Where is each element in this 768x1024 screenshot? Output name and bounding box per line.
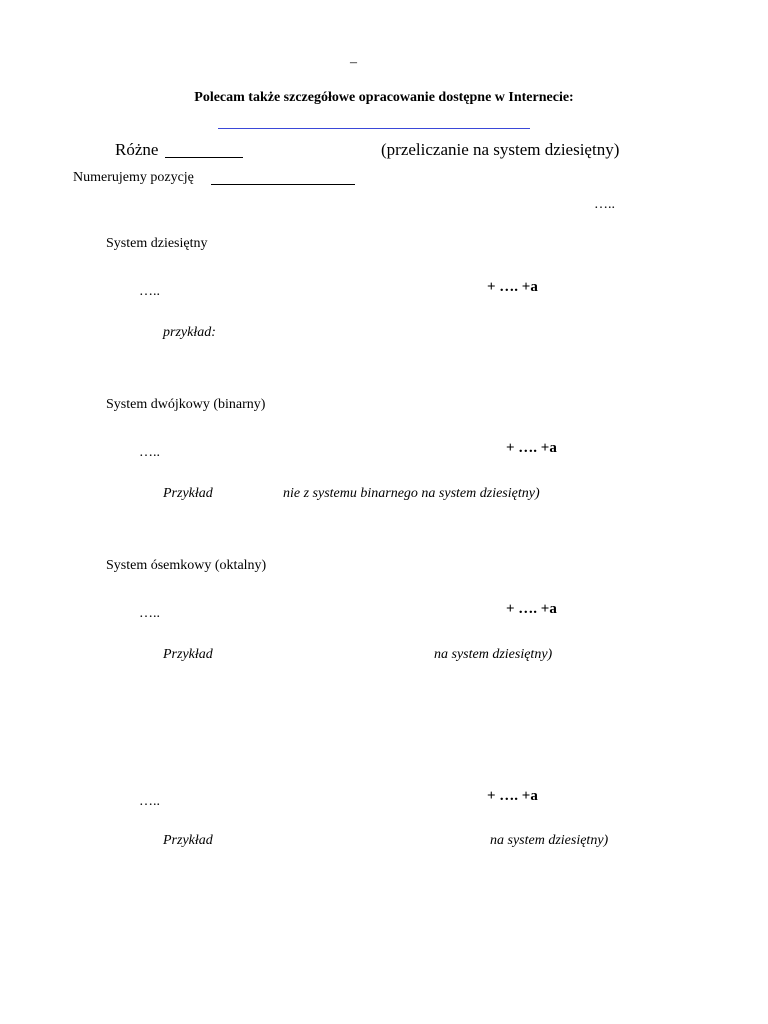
rozne-label: Różne [115,140,159,159]
title-dash: – [350,55,357,70]
fourth-ellipsis: ….. [139,794,160,809]
conversion-subtitle: (przeliczanie na system dziesiętny) [381,140,620,159]
decimal-ellipsis: ….. [139,284,160,299]
numbering-blank-line [211,184,355,185]
fourth-formula: + …. +a [487,788,538,804]
binary-ellipsis: ….. [139,445,160,460]
fourth-example-text: na system dziesiętny) [490,833,609,848]
decimal-example-label: przykład: [163,325,216,340]
recommendation-heading: Polecam także szczegółowe opracowanie dostępne w Internecie: [194,90,574,105]
binary-example-text: nie z systemu binarnego na system dziesiętny) [283,486,540,501]
octal-example-text: na system dziesiętny) [434,647,553,662]
fourth-example-label: Przykład [163,833,213,848]
decimal-formula: + …. +a [487,279,538,295]
header-ellipsis: ….. [594,197,615,212]
numbering-label: Numerujemy pozycję [73,170,194,185]
section-title-decimal: System dziesiętny [106,236,208,251]
binary-example-label: Przykład [163,486,213,501]
section-title-binary: System dwójkowy (binarny) [106,397,266,412]
internet-link-underline[interactable] [218,128,530,129]
octal-ellipsis: ….. [139,606,160,621]
octal-formula: + …. +a [506,601,557,617]
rozne-blank-line [165,157,243,158]
section-title-octal: System ósemkowy (oktalny) [106,558,267,573]
octal-example-label: Przykład [163,647,213,662]
binary-formula: + …. +a [506,440,557,456]
